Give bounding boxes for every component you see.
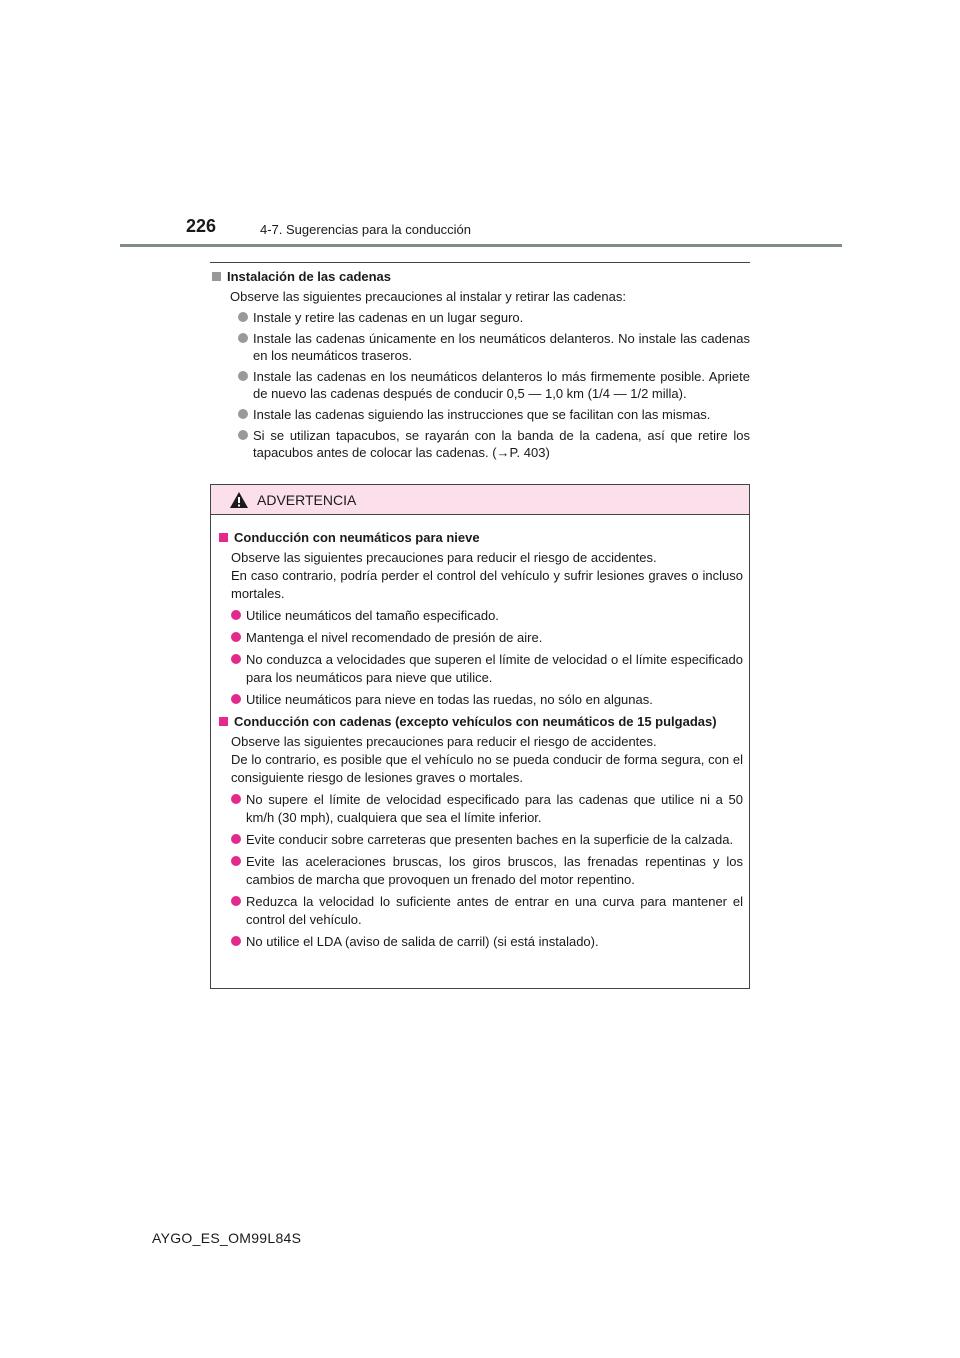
list-item: Instale las cadenas únicamente en los neumáticos delanteros. No instale las cadenas en los neumáticos traseros. — [210, 330, 750, 364]
snow-tires-intro: Observe las siguientes precauciones para reducir el riesgo de accidentes. En caso contrario, podría perder el control del vehículo y sufrir lesiones graves o incluso mortales. — [231, 550, 743, 601]
list-item: Reduzca la velocidad lo suficiente antes de entrar en una curva para mantener el control del vehículo. — [217, 893, 743, 929]
snow-tires-heading — [217, 529, 743, 547]
document-code: AYGO_ES_OM99L84S — [152, 1230, 302, 1246]
list-item: Instale las cadenas siguiendo las instrucciones que se facilitan con las mismas. — [210, 406, 750, 423]
chains-intro: Observe las siguientes precauciones al instalar y retirar las cadenas: — [230, 289, 626, 304]
list-item: Mantenga el nivel recomendado de presión de aire. — [217, 629, 743, 647]
section-title: 4-7. Sugerencias para la conducción — [260, 222, 472, 237]
bullet-dot-icon — [231, 632, 241, 642]
warning-header — [211, 485, 749, 515]
square-bullet-icon — [219, 533, 228, 542]
bullet-dot-icon — [238, 333, 248, 343]
warning-box — [210, 484, 750, 989]
list-item: No utilice el LDA (aviso de salida de carril) (si está instalado). — [217, 933, 743, 951]
bullet-dot-icon — [238, 371, 248, 381]
bullet-dot-icon — [238, 409, 248, 419]
square-bullet-icon — [219, 717, 228, 726]
list-item: Utilice neumáticos para nieve en todas las ruedas, no sólo en algunas. — [217, 691, 743, 709]
page-number: 226 — [186, 216, 217, 236]
bullet-dot-icon — [238, 312, 248, 322]
bullet-dot-icon — [231, 936, 241, 946]
chains-warning-heading — [217, 713, 743, 731]
list-item: Utilice neumáticos del tamaño especificado. — [217, 607, 743, 625]
chains-heading-text: Instalación de las cadenas — [227, 269, 392, 284]
chains-heading — [210, 268, 750, 285]
square-bullet-icon — [212, 272, 221, 281]
bullet-dot-icon — [231, 794, 241, 804]
bullet-dot-icon — [231, 896, 241, 906]
chains-section — [210, 268, 750, 465]
bullet-dot-icon — [231, 694, 241, 704]
list-item: No supere el límite de velocidad especificado para las cadenas que utilice ni a 50 km/h (30 mph), cualquiera que sea el límite inferior. — [217, 791, 743, 827]
bullet-dot-icon — [238, 430, 248, 440]
list-item: Evite conducir sobre carreteras que presenten baches en la superficie de la calzada. — [217, 831, 743, 849]
warning-title: ADVERTENCIA — [257, 492, 357, 508]
bullet-dot-icon — [231, 834, 241, 844]
list-item: Instale las cadenas en los neumáticos delanteros lo más firmemente posible. Apriete de nuevo las cadenas después de conducir 0,5 — 1,0 km (1/4 — 1/2 milla). — [210, 368, 750, 402]
bullet-dot-icon — [231, 654, 241, 664]
warning-body — [211, 515, 749, 951]
chains-warning-heading-text: Conducción con cadenas (excepto vehículos con neumáticos de 15 pulgadas) — [234, 714, 717, 729]
list-item: Evite las aceleraciones bruscas, los giros bruscos, las frenadas repentinas y los cambios de marcha que provoquen un frenado del motor repentino. — [217, 853, 743, 889]
bullet-dot-icon — [231, 856, 241, 866]
chains-warning-intro: Observe las siguientes precauciones para reducir el riesgo de accidentes. De lo contrario, es posible que el vehículo no se pueda conducir de forma segura, con el consiguiente riesgo de lesiones graves o mortales. — [231, 734, 743, 785]
list-item: Instale y retire las cadenas en un lugar seguro. — [210, 309, 750, 326]
bullet-dot-icon — [231, 610, 241, 620]
list-item: Si se utilizan tapacubos, se rayarán con la banda de la cadena, así que retire los tapacubos antes de colocar las cadenas. (→P. 403) — [210, 427, 750, 461]
snow-tires-heading-text: Conducción con neumáticos para nieve — [234, 530, 480, 545]
section-divider — [210, 262, 750, 263]
header-rule — [120, 244, 842, 247]
list-item: No conduzca a velocidades que superen el límite de velocidad o el límite especificado para los neumáticos para nieve que utilice. — [217, 651, 743, 687]
warning-triangle-icon — [229, 491, 249, 509]
